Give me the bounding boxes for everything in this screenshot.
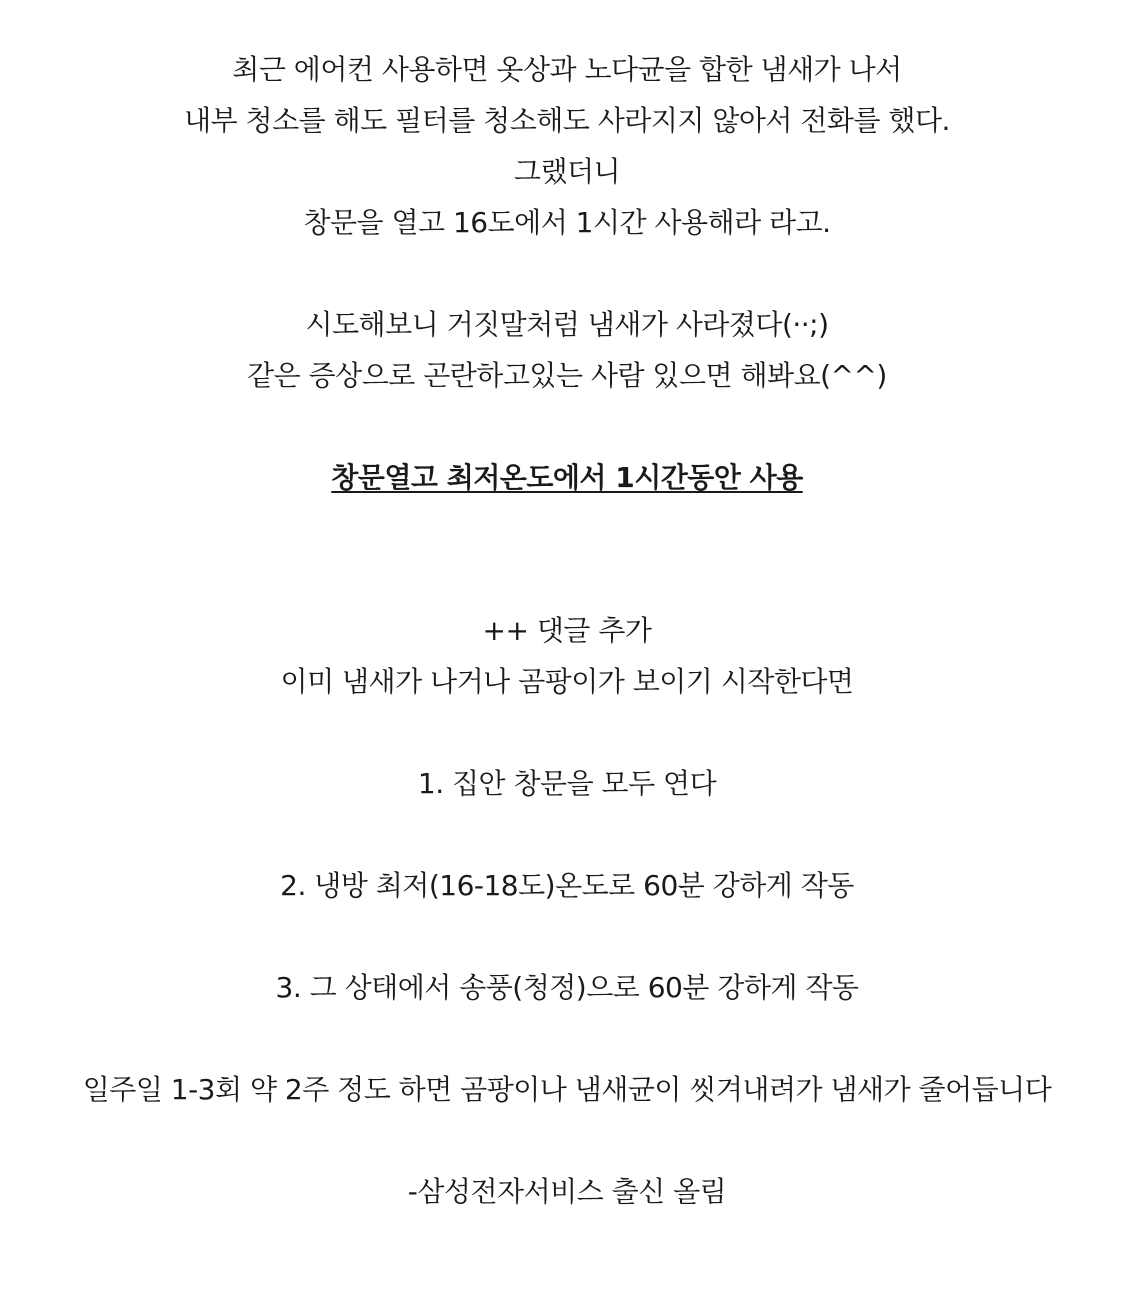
result-line-1: 시도해보니 거짓말처럼 냄새가 사라졌다(··;) — [305, 308, 829, 341]
intro-line-4: 창문을 열고 16도에서 1시간 사용해라 라고. — [303, 206, 831, 239]
step-3: 3. 그 상태에서 송풍(청정)으로 60분 강하게 작동 — [275, 971, 859, 1004]
spacer — [0, 809, 1134, 860]
spacer — [0, 503, 1134, 554]
spacer — [0, 554, 1134, 605]
spacer — [0, 248, 1134, 299]
frequency-note: 일주일 1-3회 약 2주 정도 하면 곰팡이나 냄새균이 씻겨내려가 냄새가 줄어듭니다 — [82, 1073, 1052, 1106]
emphasis-summary: 창문열고 최저온도에서 1시간동안 사용 — [331, 461, 803, 494]
step-2: 2. 냉방 최저(16-18도)온도로 60분 강하게 작동 — [280, 869, 854, 902]
spacer — [0, 1115, 1134, 1166]
spacer — [0, 707, 1134, 758]
intro-line-3: 그랬더니 — [513, 155, 621, 188]
post-body — [0, 44, 1134, 1217]
spacer — [0, 911, 1134, 962]
signature: -삼성전자서비스 출신 올림 — [407, 1175, 727, 1208]
comment-intro: 이미 냄새가 나거나 곰팡이가 보이기 시작한다면 — [280, 665, 854, 698]
intro-line-1: 최근 에어컨 사용하면 옷상과 노다균을 합한 냄새가 나서 — [232, 53, 902, 86]
result-line-2: 같은 증상으로 곤란하고있는 사람 있으면 해봐요(^^) — [247, 359, 887, 392]
spacer — [0, 1013, 1134, 1064]
intro-line-2: 내부 청소를 해도 필터를 청소해도 사라지지 않아서 전화를 했다. — [184, 104, 950, 137]
step-1: 1. 집안 창문을 모두 연다 — [417, 767, 717, 800]
comment-header: ++ 댓글 추가 — [482, 614, 652, 647]
spacer — [0, 401, 1134, 452]
